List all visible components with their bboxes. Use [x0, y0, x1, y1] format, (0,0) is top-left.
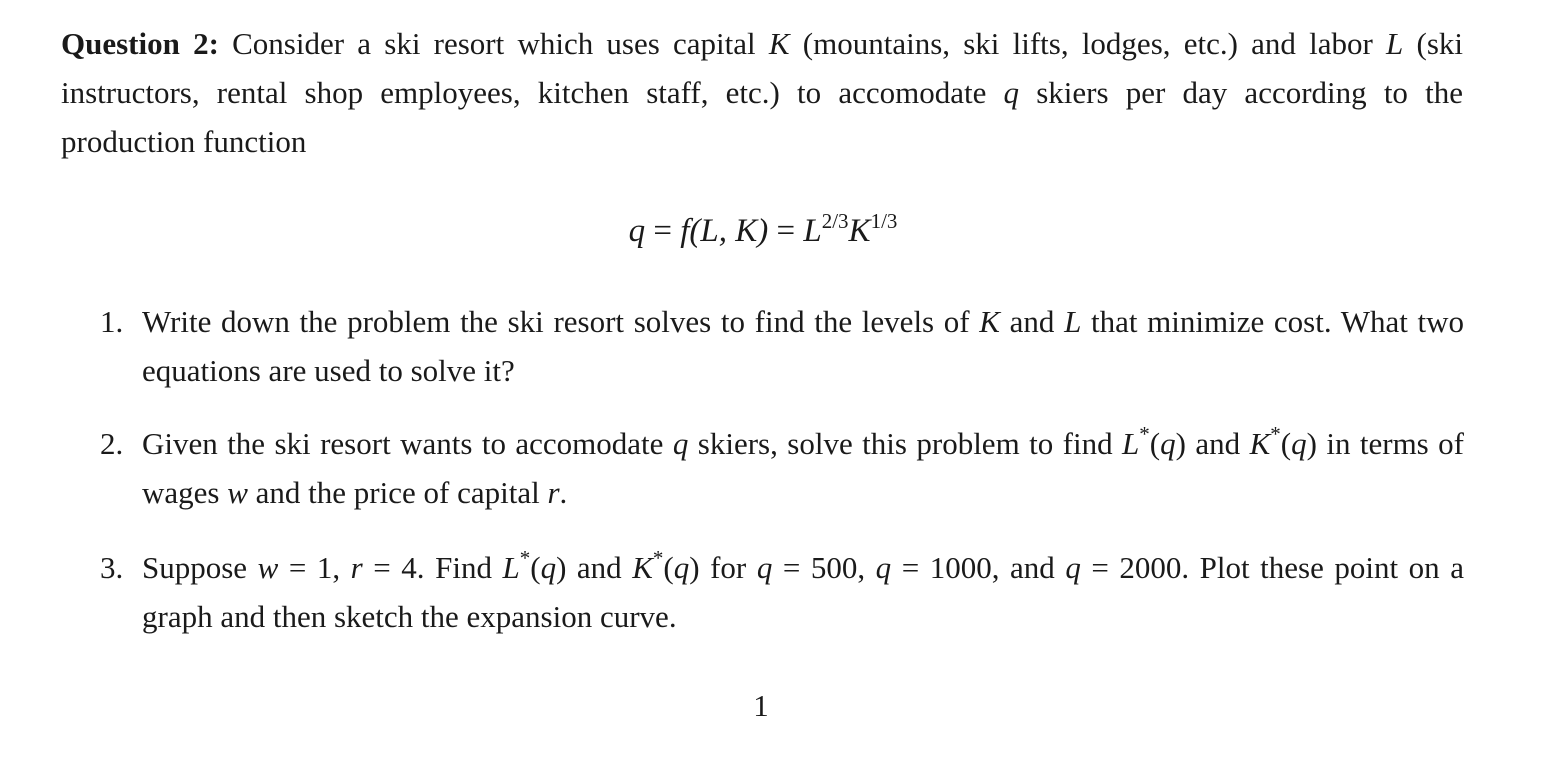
item-text: Given the ski resort wants to accomodate q skiers, solve this problem to find L*(q) and K*(q) in terms of wages w and the price of capital r. — [142, 422, 1464, 510]
item-number: 3. — [100, 550, 124, 585]
question-label: Question 2: — [61, 26, 219, 61]
item-number: 1. — [100, 304, 124, 339]
list-item — [100, 543, 1464, 641]
item-number: 2. — [100, 426, 124, 461]
production-function-equation: q = f(L, $K) = L^{2/3}K^{1/3}$ — [628, 209, 898, 249]
list-item — [100, 297, 1464, 395]
item-text: Write down the problem the ski resort solves to find the levels of K and L that minimize cost. What two equations are used to solve it? — [142, 304, 1465, 388]
list-item — [100, 419, 1464, 517]
question-intro: Question 2: Consider a ski resort which uses capital K (mountains, ski lifts, lodges, etc.) and labor L (ski instructors, rental shop employees, kitchen staff, etc.) to accomodate q skiers per day according to the production function — [61, 26, 1464, 159]
page-number: 1 — [753, 688, 769, 723]
item-text: Suppose w = 1, r = 4. Find L*(q) and K*(q) for q = 500, q = 1000, and q = 2000. Plot these point on a graph and then sketch the expansion curve. — [142, 546, 1464, 634]
